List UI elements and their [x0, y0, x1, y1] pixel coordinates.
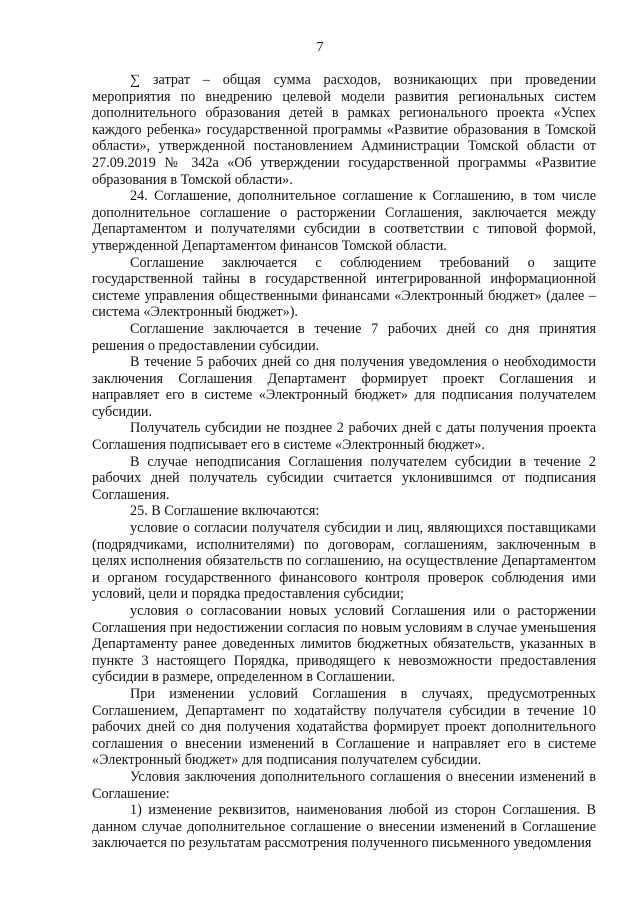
paragraph-state-secret: Соглашение заключается с соблюдением требований о защите государственной тайны в государственной интегрированной информационной системе управления общественными финансами «Электронный бюджет» (далее – система «Электронный бюджет»). [92, 254, 596, 321]
paragraph-additional-agreement-conditions: Условия заключения дополнительного соглашения о внесении изменений в Соглашение: [92, 768, 596, 802]
paragraph-2-days-sign: Получатель субсидии не позднее 2 рабочих дней с даты получения проекта Соглашения подписывает его в системе «Электронный бюджет». [92, 420, 596, 454]
paragraph-change-terms: При изменении условий Соглашения в случаях, предусмотренных Соглашением, Департамент по ходатайству получателя субсидии в течение 10 рабочих дней со дня получения ходатайства формирует проект дополнительного соглашения о внесении изменений в Соглашение и направляет его в системе «Электронный бюджет» для подписания получателем субсидии. [92, 685, 596, 769]
paragraph-new-terms-condition: условия о согласовании новых условий Соглашения или о расторжении Соглашения при недостижении согласия по новым условиям в случае уменьшения Департаменту ранее доведенных лимитов бюджетных обязательств, указанных в пункте 3 настоящего Порядка, приводящего к невозможности предоставления субсидии в размере, определенном в Соглашении. [92, 603, 596, 686]
paragraph-consent-condition: условие о согласии получателя субсидии и лиц, являющихся поставщиками (подрядчиками, исполнителями) по договорам, соглашениям, заключенным в целях исполнения обязательств по соглашению, на осуществление Департаментом и органом государственного финансового контроля проверок соблюдения ими условий, цели и порядка предоставления субсидии; [92, 520, 596, 603]
paragraph-5-days: В течение 5 рабочих дней со дня получения уведомления о необходимости заключения Соглашения Департамент формирует проект Соглашения и направляет его в системе «Электронный бюджет» для подписания получателем субсидии. [92, 354, 596, 420]
paragraph-sum-costs: ∑ затрат – общая сумма расходов, возникающих при проведении мероприятия по внедрению целевой модели развития региональных систем дополнительного образования детей в рамках регионального проекта «Успех каждого ребенка» государственной программы «Развитие образования в Томской области», утвержденной постановлением Администрации Томской области от 27.09.2019 № 342а «Об утверждении государственной программы «Развитие образования в Томской области». [92, 72, 596, 188]
paragraph-condition-1: 1) изменение реквизитов, наименования любой из сторон Соглашения. В данном случае дополнительное соглашение о внесении изменений в Соглашение заключается по результатам рассмотрения полученного письменного уведомления [92, 802, 596, 852]
paragraph-unsigned: В случае неподписания Соглашения получателем субсидии в течение 2 рабочих дней получатель субсидии считается уклонившимся от подписания Соглашения. [92, 453, 596, 503]
paragraph-item-25: 25. В Соглашение включаются: [130, 503, 320, 520]
paragraph-7-days: Соглашение заключается в течение 7 рабочих дней со дня принятия решения о предоставлении субсидии. [92, 320, 596, 354]
paragraph-item-24: 24. Соглашение, дополнительное соглашение к Соглашению, в том числе дополнительное соглашение о расторжении Соглашения, заключается между Департаментом и получателями субсидии в соответствии с типовой формой, утвержденной Департаментом финансов Томской области. [92, 188, 596, 254]
page-number: 7 [316, 40, 324, 55]
document-body [92, 72, 596, 852]
